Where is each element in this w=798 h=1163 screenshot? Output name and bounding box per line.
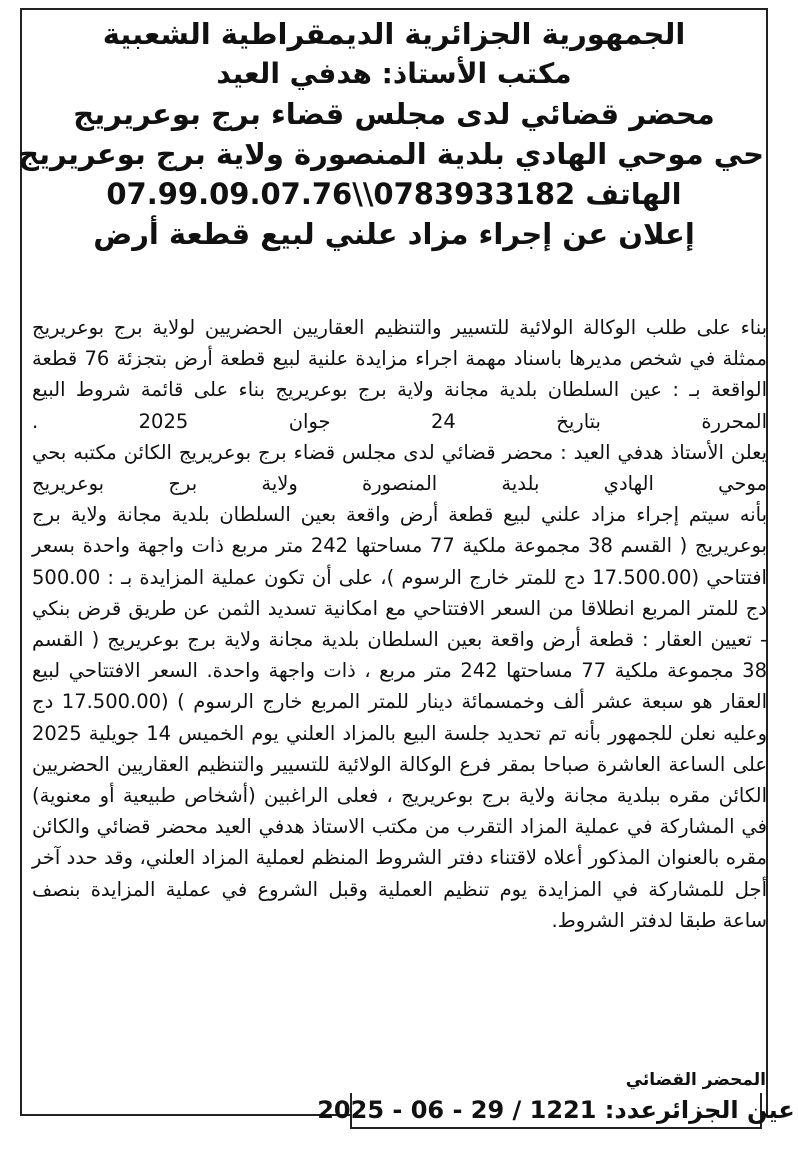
announcement-title: إعلان عن إجراء مزاد علني لبيع قطعة أرض	[93, 217, 695, 251]
paragraph-request: بناء على طلب الوكالة الولائية للتسيير والتنظيم العقاريين الحضريين لولاية برج بوعريريج ممثلة في شخص مديرها باسناد مهمة اجراء مزايدة علنية لبيع قطعة أرض بتجزئة 76 قطعة الواقعة بـ : عين السلطان بلدية مجانة ولاية برج بوعريريج بناء على قائمة شروط البيع المحررة بتاريخ 24 جوان 2025 .	[32, 316, 768, 433]
office-address: حي موحي الهادي بلدية المنصورة ولاية برج بوعريريج	[18, 137, 764, 171]
announcement-header	[18, 14, 764, 254]
paragraph-bailiff: يعلن الأستاذ هدفي العيد : محضر قضائي لدى مجلس قضاء برج بوعريريج الكائن مكتبه بحي موحي الهادي بلدية المنصورة ولاية برج بوعريريج	[32, 440, 767, 496]
phone-numbers: الهاتف 0783933182\\07.99.09.07.76	[106, 177, 682, 211]
republic-title: الجمهورية الجزائرية الديمقراطية الشعبية	[102, 17, 686, 51]
office-name: مكتب الأستاذ: هدفي العيد	[216, 57, 572, 90]
paragraph-property: - تعيين العقار : قطعة أرض واقعة بعين السلطان بلدية مجانة ولاية برج بوعريريج ( القسم 38 مجموعة ملكية 77 مساحتها 242 متر مربع ، ذات واجهة واحدة. السعر الافتتاحي لبيع العقار هو سبعة عشر ألف وخمسمائة دينار للمتر المربع خارج الرسوم ) (17.500.00 دج	[32, 628, 767, 714]
paragraph-session: وعليه نعلن للجمهور بأنه تم تحديد جلسة البيع بالمزاد العلني يوم الخميس 14 جويلية 2025 على الساعة العاشرة صباحا بمقر فرع الوكالة الولائية للتسيير والتنظيم العقاريين الحضريين الكائن مقره ببلدية مجانة ولاية برج بوعريريج ، فعلى الراغبين (أشخاص طبيعية أو معنوية) في المشاركة في عملية المزاد التقرب من مكتب الاستاذ هدفي العيد محضر قضائي والكائن مقره بالعنوان المذكور أعلاه لاقتناء دفتر الشروط المنظم لعملية المزاد العلني، وقد حدد آخر أجل للمشاركة في المزايدة يوم تنظيم العملية وقبل الشروع في عملية المزايدة بنصف ساعة طبقا لدفتر الشروط.	[32, 721, 767, 932]
paragraph-auction: بأنه سيتم إجراء مزاد علني لبيع قطعة أرض واقعة بعين السلطان بلدية مجانة ولاية برج بوعريريج ( القسم 38 مجموعة ملكية 77 مساحتها 242 متر مربع ذات واجهة واحدة بسعر افتتاحي (17.500.00 دج للمتر خارج الرسوم )، على أن تكون عملية المزايدة بـ : 500.00 دج للمتر المربع انطلاقا من السعر الافتتاحي مع امكانية تسديد الثمن عن طريق قرض بنكي	[32, 503, 767, 620]
publication-reference: عين الجزائرعدد: 1221 / 29 - 06 - 2025	[350, 1093, 762, 1129]
bailiff-title: محضر قضائي لدى مجلس قضاء برج بوعريريج	[73, 97, 715, 131]
signature: المحضر القضائي	[625, 1070, 766, 1090]
announcement-body	[32, 312, 767, 936]
